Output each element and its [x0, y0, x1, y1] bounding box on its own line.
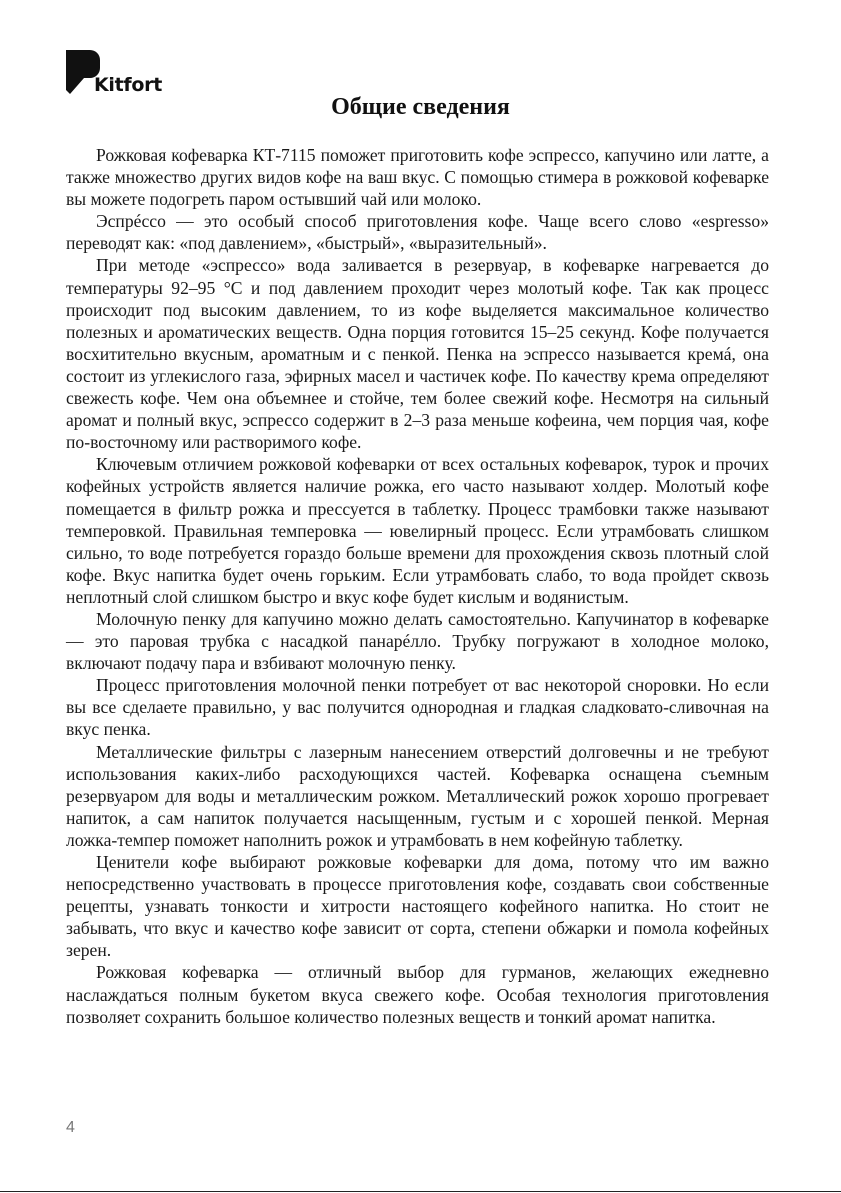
paragraph: Рожковая кофеварка — отличный выбор для гурманов, желающих ежедневно наслаждаться полным букетом вкуса свежего кофе. Особая технология приготовления позволяет сохранить большое количество полезных веществ и тонкий аромат напитка.	[66, 962, 769, 1027]
paragraph: Металлические фильтры с лазерным нанесением отверстий долговечны и не требуют использования каких-либо расходующихся частей. Кофеварка оснащена съемным резервуаром для воды и металлическим рожком. Металлический рожок хорошо прогревает напиток, а сам напиток получается насыщенным, густым и с хорошей пенкой. Мерная ложка-темпер поможет наполнить рожок и утрамбовать в нем кофейную таблетку.	[66, 741, 769, 850]
paragraph: Ценители кофе выбирают рожковые кофеварки для дома, потому что им важно непосредственно участвовать в процессе приготовления кофе, создавать свои собственные рецепты, узнавать тонкости и хитрости настоящего кофейного напитка. Но стоит не забывать, что вкус и качество кофе зависит от сорта, степени обжарки и помола кофейных зерен.	[66, 852, 769, 961]
bottom-divider	[0, 1191, 841, 1192]
paragraph: Ключевым отличием рожковой кофеварки от всех остальных кофеварок, турок и прочих кофейных устройств является наличие рожка, его часто называют холдер. Молотый кофе помещается в фильтр рожка и прессуется в таблетку. Процесс трамбовки также называют темперовкой. Правильная темперовка — ювелирный процесс. Если утрамбовать слишком сильно, то воде потребуется гораздо больше времени для прохождения сквозь плотный слой кофе. Вкус напитка будет очень горьким. Если утрамбовать слабо, то вода пройдет сквозь неплотный слой слишком быстро и вкус кофе будет кислым и водянистым.	[66, 454, 769, 607]
page-title: Общие сведения	[331, 94, 510, 120]
paragraph: Процесс приготовления молочной пенки потребует от вас некоторой сноровки. Но если вы все сделаете правильно, у вас получится однородная и гладкая сладковато-сливочная на вкус пенка.	[66, 675, 769, 740]
brand-name: Kitfort	[94, 74, 162, 96]
paragraph: Эспрéссо — это особый способ приготовления кофе. Чаще всего слово «espresso» переводят как: «под давлением», «быстрый», «выразительный».	[66, 211, 769, 254]
paragraph: При методе «эспрессо» вода заливается в резервуар, в кофеварке нагревается до температуры 92–95 °C и под давлением проходит через молотый кофе. Так как процесс происходит под высоким давлением, то из кофе выделяется максимальное количество полезных и ароматических веществ. Одна порция готовится 15–25 секунд. Кофе получается восхитительно вкусным, ароматным и с пенкой. Пенка на эспрессо называется кремá, она состоит из углекислого газа, эфирных масел и частичек кофе. По качеству крема определяют свежесть кофе. Чем она объемнее и стойче, тем более свежий кофе. Несмотря на сильный аромат и полный вкус, эспрессо содержит в 2–3 раза меньше кофеина, чем порция чая, кофе по-восточному или растворимого кофе.	[66, 255, 769, 453]
body-text	[66, 144, 769, 1028]
paragraph: Рожковая кофеварка КТ-7115 поможет приготовить кофе эспрессо, капучино или латте, а также множество других видов кофе на ваш вкус. С помощью стимера в рожковой кофеварке вы можете подогреть паром остывший чай или молоко.	[66, 145, 769, 210]
page-number: 4	[66, 1119, 75, 1136]
brand-logo	[66, 50, 176, 100]
paragraph: Молочную пенку для капучино можно делать самостоятельно. Капучинатор в кофеварке — это паровая трубка с насадкой панарéлло. Трубку погружают в холодное молоко, включают подачу пара и взбивают молочную пенку.	[66, 608, 769, 674]
